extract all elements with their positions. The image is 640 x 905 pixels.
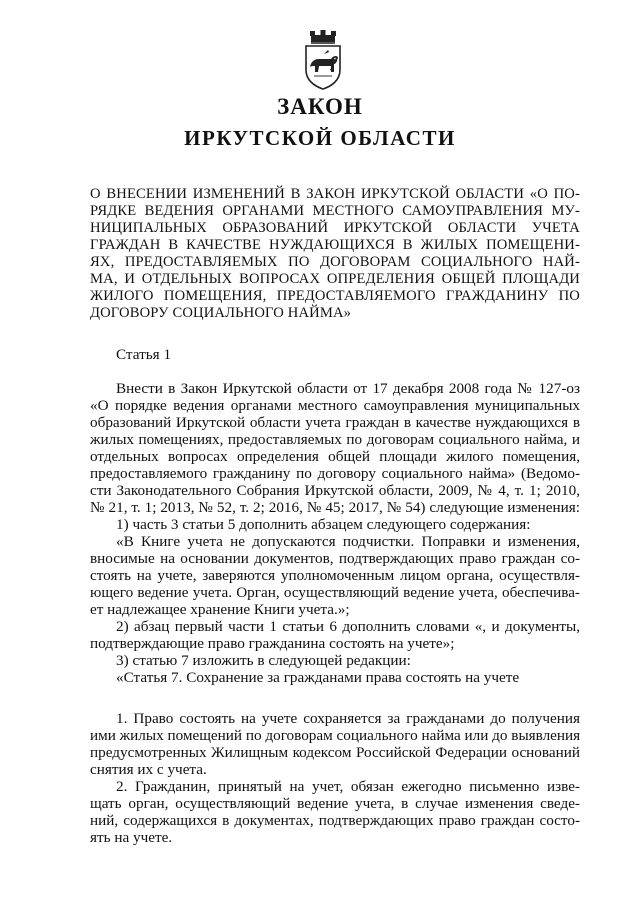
body-line: ять на учете. bbox=[90, 829, 173, 846]
body-line: № 21, т. 1; 2013, № 52, т. 2; 2016, № 45; 2017, № 54) следующие изменения: bbox=[90, 499, 580, 516]
heading-line: ДОГОВОРУ СОЦИАЛЬНОГО НАЙМА» bbox=[90, 305, 352, 321]
body-line: снятия их с учета. bbox=[90, 761, 207, 778]
body-line: ими жилых помещений по договорам социального найма или до выявления bbox=[90, 727, 581, 744]
article-label: Статья 1 bbox=[116, 346, 172, 363]
body-line: сти Законодательного Собрания Иркутской области, 2009, № 4, т. 1; 2010, bbox=[90, 482, 580, 499]
region-title: ИРКУТСКОЙ ОБЛАСТИ bbox=[184, 126, 456, 150]
body-line: ний, содержащихся в документах, подтверждающих право граждан состо- bbox=[90, 812, 580, 829]
law-title: ЗАКОН bbox=[277, 94, 363, 119]
heading-line: О ВНЕСЕНИИ ИЗМЕНЕНИЙ В ЗАКОН ИРКУТСКОЙ ОБЛАСТИ «О ПО- bbox=[90, 186, 580, 202]
heading-line: НИЦИПАЛЬНЫХ ОБРАЗОВАНИЙ ИРКУТСКОЙ ОБЛАСТИ УЧЕТА bbox=[90, 220, 580, 236]
crown-icon bbox=[310, 30, 336, 44]
body-line: Внести в Закон Иркутской области от 17 декабря 2008 года № 127-оз bbox=[116, 380, 580, 397]
body-line: 2. Гражданин, принятый на учет, обязан ежегодно письменно изве- bbox=[116, 778, 580, 795]
heading-line: РЯДКЕ ВЕДЕНИЯ ОРГАНАМИ МЕСТНОГО САМОУПРАВЛЕНИЯ МУ- bbox=[90, 203, 580, 219]
body-line: 3) статью 7 изложить в следующей редакции: bbox=[116, 652, 411, 669]
heading-line: ЯХ, ПРЕДОСТАВЛЯЕМЫХ ПО ДОГОВОРАМ СОЦИАЛЬНОГО НАЙ- bbox=[90, 254, 580, 270]
body-line: ющего ведение учета. Орган, осуществляющий ведение учета, обеспечива- bbox=[90, 584, 580, 601]
body-line: вносимые на основании документов, подтверждающих право граждан со- bbox=[90, 550, 580, 567]
body-line: 2) абзац первый части 1 статьи 6 дополнить словами «, и документы, bbox=[116, 618, 580, 635]
body-line: «В Книге учета не допускаются подчистки. Поправки и изменения, bbox=[116, 533, 580, 550]
body-line: 1) часть 3 статьи 5 дополнить абзацем следующего содержания: bbox=[116, 516, 531, 533]
body-line: ет надлежащее хранение Книги учета.»; bbox=[90, 601, 350, 618]
body-line: 1. Право состоять на учете сохраняется за гражданами до получения bbox=[116, 710, 580, 727]
heading-line: ГРАЖДАН В КАЧЕСТВЕ НУЖДАЮЩИХСЯ В ЖИЛЫХ ПОМЕЩЕНИ- bbox=[90, 237, 580, 253]
body-line: образований Иркутской области учета граждан в качестве нуждающихся в bbox=[90, 414, 580, 431]
body-line: отдельных вопросах определения общей площади жилого помещения, bbox=[90, 448, 580, 465]
body-line: «О порядке ведения органами местного самоуправления муниципальных bbox=[90, 397, 580, 414]
body-line: предоставляемого гражданину по договору социального найма» (Ведомо- bbox=[90, 465, 580, 482]
heading-line: МА, И ОТДЕЛЬНЫХ ВОПРОСАХ ОПРЕДЕЛЕНИЯ ОБЩЕЙ ПЛОЩАДИ bbox=[90, 271, 580, 287]
body-line: «Статья 7. Сохранение за гражданами права состоять на учете bbox=[116, 669, 520, 686]
heading-line: ЖИЛОГО ПОМЕЩЕНИЯ, ПРЕДОСТАВЛЯЕМОГО ГРАЖДАНИНУ ПО bbox=[90, 288, 580, 304]
body-line: щать орган, осуществляющий ведение учета, в случае изменения сведе- bbox=[90, 795, 580, 812]
body-line: стоять на учете, заверяются уполномоченным лицом органа, осуществля- bbox=[90, 567, 580, 584]
coat-of-arms-emblem bbox=[302, 30, 344, 90]
body-line: жилых помещениях, предоставляемых по договорам социального найма, и bbox=[90, 431, 580, 448]
body-line: предусмотренных Жилищным кодексом Российской Федерации оснований bbox=[90, 744, 580, 761]
body-line: подтверждающие право гражданина состоять на учете»; bbox=[90, 635, 455, 652]
